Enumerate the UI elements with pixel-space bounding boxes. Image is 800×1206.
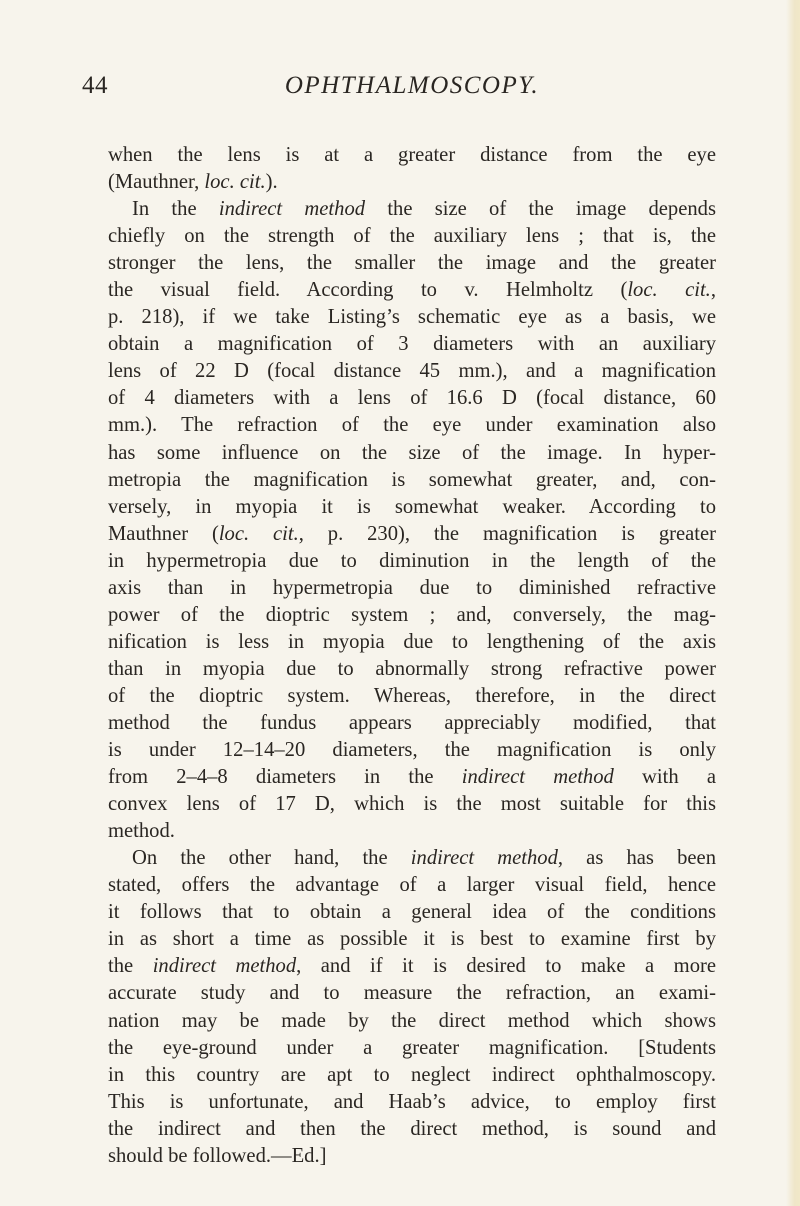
- text-line: it follows that to obtain a general idea of the conditions: [108, 901, 716, 924]
- text-line: obtain a magnification of 3 diameters with an auxiliary: [108, 333, 716, 356]
- text-line: versely, in myopia it is somewhat weaker. According to: [108, 495, 716, 518]
- text-line: in this country are apt to neglect indirect ophthalmoscopy.: [108, 1063, 716, 1086]
- text-line: than in myopia due to abnormally strong refractive power: [108, 657, 716, 680]
- text-line: axis than in hypermetropia due to diminished refractive: [108, 576, 716, 599]
- text-line: the indirect method, and if it is desired to make a more: [108, 955, 716, 978]
- text-line: should be followed.—Ed.]: [108, 1144, 327, 1167]
- text-line: of the dioptric system. Whereas, therefore, in the direct: [108, 684, 716, 707]
- text-line: in as short a time as possible it is best to examine first by: [108, 928, 716, 951]
- text-line: chiefly on the strength of the auxiliary lens ; that is, the: [108, 225, 716, 248]
- running-head-title: OPHTHALMOSCOPY.: [284, 72, 540, 99]
- text-line: nation may be made by the direct method which shows: [108, 1009, 716, 1032]
- paragraph-2: [108, 196, 716, 845]
- page-number: 44: [82, 72, 108, 99]
- text-line: is under 12–14–20 diameters, the magnification is only: [108, 739, 716, 762]
- text-line: the eye-ground under a greater magnification. [Students: [108, 1036, 716, 1059]
- text-line: the visual field. According to v. Helmholtz (loc. cit.,: [108, 279, 716, 302]
- text-line: the indirect and then the direct method, is sound and: [108, 1117, 716, 1140]
- text-line: convex lens of 17 D, which is the most suitable for this: [108, 793, 716, 816]
- text-line: This is unfortunate, and Haab’s advice, to employ first: [108, 1090, 716, 1113]
- text-line: stronger the lens, the smaller the image and the greater: [108, 252, 716, 275]
- text-line: metropia the magnification is somewhat greater, and, con-: [108, 468, 716, 491]
- body-text: [108, 142, 716, 1170]
- paragraph-3: [108, 845, 716, 1170]
- paragraph-1: [108, 142, 716, 196]
- text-line: lens of 22 D (focal distance 45 mm.), and a magnification: [108, 360, 716, 383]
- text-line: Mauthner (loc. cit., p. 230), the magnification is greater: [108, 522, 716, 545]
- text-line: accurate study and to measure the refraction, an exami-: [108, 982, 716, 1005]
- text-line: (Mauthner, loc. cit.).: [108, 171, 278, 194]
- page-header: [82, 72, 730, 104]
- text-line: nification is less in myopia due to lengthening of the axis: [108, 630, 716, 653]
- text-line: power of the dioptric system ; and, conversely, the mag-: [108, 603, 716, 626]
- text-line: in hypermetropia due to diminution in the length of the: [108, 549, 716, 572]
- text-line: from 2–4–8 diameters in the indirect method with a: [108, 766, 716, 789]
- text-line: stated, offers the advantage of a larger visual field, hence: [108, 874, 716, 897]
- text-line: p. 218), if we take Listing’s schematic eye as a basis, we: [108, 306, 716, 329]
- text-line: mm.). The refraction of the eye under examination also: [108, 414, 716, 437]
- text-line: On the other hand, the indirect method, as has been: [132, 847, 716, 870]
- text-line: has some influence on the size of the image. In hyper-: [108, 441, 716, 464]
- text-line: In the indirect method the size of the image depends: [132, 198, 716, 221]
- page-edge-shading: [786, 0, 800, 1206]
- text-line: method.: [108, 820, 175, 843]
- text-line: when the lens is at a greater distance from the eye: [108, 144, 716, 166]
- running-head: [82, 72, 730, 100]
- text-line: method the fundus appears appreciably modified, that: [108, 711, 716, 734]
- text-line: of 4 diameters with a lens of 16.6 D (focal distance, 60: [108, 387, 716, 410]
